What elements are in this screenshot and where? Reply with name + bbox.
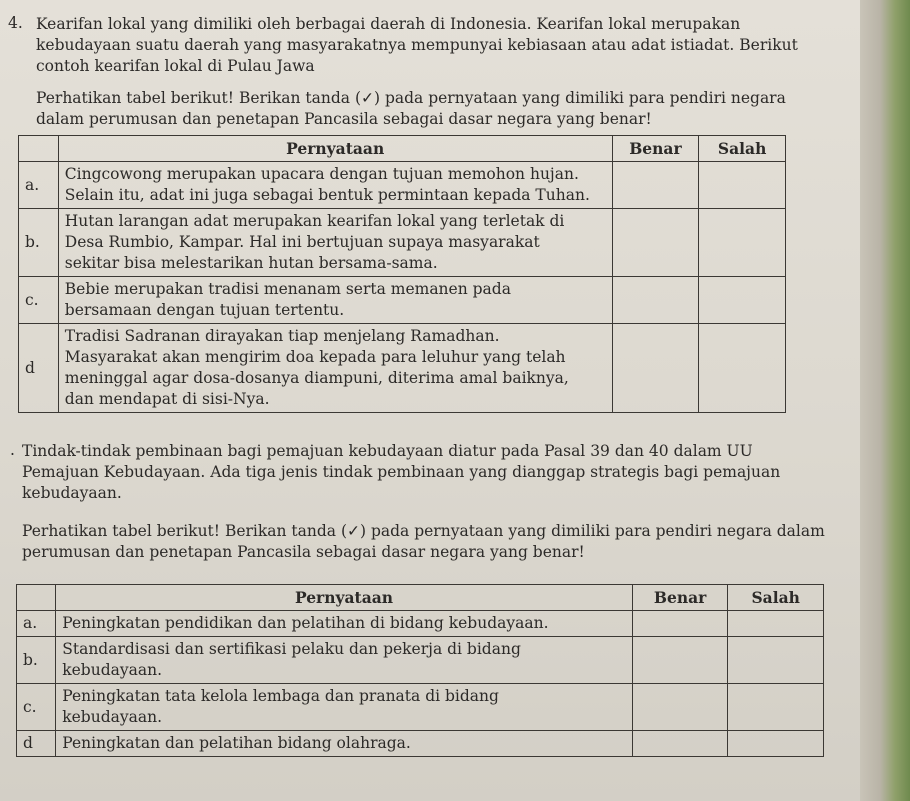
statement-table-1 [18, 135, 786, 413]
question-intro: Kearifan lokal yang dimiliki oleh berbagai daerah di Indonesia. Kearifan lokal merupakan kebudayaan suatu daerah yang masyarakatnya mempunyai kebiasaan atau adat istiadat. Berikut contoh kearifan lokal di Pulau Jawa [36, 15, 798, 75]
row-label: a. [19, 162, 59, 209]
row-label: c. [19, 277, 59, 324]
row-statement [56, 684, 633, 731]
false-answer-cell[interactable] [728, 637, 824, 684]
statement-line: sekitar bisa melestarikan hutan bersama-sama. [64, 254, 438, 272]
true-answer-cell[interactable] [632, 611, 728, 637]
row-statement [58, 209, 612, 277]
true-answer-cell[interactable] [632, 637, 728, 684]
statement-line: Cingcowong merupakan upacara dengan tujuan memohon hujan. [64, 165, 579, 183]
statement-line: Standardisasi dan sertifikasi pelaku dan pekerja di bidang [62, 640, 521, 658]
statement-line: Peningkatan tata kelola lembaga dan pranata di bidang [62, 687, 499, 705]
row-label: b. [19, 209, 59, 277]
false-answer-cell[interactable] [728, 611, 824, 637]
row-label: a. [17, 611, 56, 637]
false-answer-cell[interactable] [699, 277, 786, 324]
true-answer-cell[interactable] [612, 209, 699, 277]
table-row [19, 277, 786, 324]
statement-line: Peningkatan pendidikan dan pelatihan di bidang kebudayaan. [62, 614, 549, 632]
table-row [17, 637, 824, 684]
statement-line: Selain itu, adat ini juga sebagai bentuk permintaan kepada Tuhan. [64, 186, 590, 204]
section2-instruction: Perhatikan tabel berikut! Berikan tanda (✓) pada pernyataan yang dimiliki para pendiri negara dalam perumusan dan penetapan Pancasila sebagai dasar negara yang benar! [22, 522, 825, 561]
table-row [17, 684, 824, 731]
table-row [19, 324, 786, 413]
false-answer-cell[interactable] [728, 731, 824, 757]
header-label [17, 585, 56, 611]
statement-line: meninggal agar dosa-dosanya diampuni, diterima amal baiknya, [64, 369, 569, 387]
row-label: c. [17, 684, 56, 731]
table-header-row [19, 136, 786, 162]
page-edge-background [860, 0, 910, 801]
question-instruction: Perhatikan tabel berikut! Berikan tanda (✓) pada pernyataan yang dimiliki para pendiri negara dalam perumusan dan penetapan Pancasila sebagai dasar negara yang benar! [36, 89, 786, 128]
header-statement: Pernyataan [56, 585, 633, 611]
statement-table-2 [16, 584, 824, 757]
statement-line: kebudayaan. [62, 708, 163, 726]
header-false: Salah [699, 136, 786, 162]
true-answer-cell[interactable] [612, 324, 699, 413]
header-label [19, 136, 59, 162]
false-answer-cell[interactable] [699, 162, 786, 209]
row-statement [56, 731, 633, 757]
row-statement [56, 611, 633, 637]
header-true: Benar [632, 585, 728, 611]
true-answer-cell[interactable] [612, 162, 699, 209]
table-header-row [17, 585, 824, 611]
true-answer-cell[interactable] [632, 731, 728, 757]
statement-line: Desa Rumbio, Kampar. Hal ini bertujuan supaya masyarakat [64, 233, 540, 251]
statement-line: Bebie merupakan tradisi menanam serta memanen pada [64, 280, 511, 298]
statement-line: bersamaan dengan tujuan tertentu. [64, 301, 345, 319]
false-answer-cell[interactable] [699, 324, 786, 413]
statement-line: kebudayaan. [62, 661, 163, 679]
header-true: Benar [612, 136, 699, 162]
statement-line: Peningkatan dan pelatihan bidang olahraga. [62, 734, 411, 752]
false-answer-cell[interactable] [728, 684, 824, 731]
table-row [19, 162, 786, 209]
table-row [17, 611, 824, 637]
row-statement [58, 162, 612, 209]
row-statement [56, 637, 633, 684]
header-statement: Pernyataan [58, 136, 612, 162]
table-row [17, 731, 824, 757]
statement-line: dan mendapat di sisi-Nya. [64, 390, 270, 408]
section2-intro: Tindak-tindak pembinaan bagi pemajuan kebudayaan diatur pada Pasal 39 dan 40 dalam UU Pemajuan Kebudayaan. Ada tiga jenis tindak pembinaan yang dianggap strategis bagi pemajuan kebudayaan. [22, 442, 781, 502]
row-label: b. [17, 637, 56, 684]
statement-line: Hutan larangan adat merupakan kearifan lokal yang terletak di [64, 212, 565, 230]
true-answer-cell[interactable] [612, 277, 699, 324]
row-statement [58, 324, 612, 413]
row-label: d [17, 731, 56, 757]
statement-line: Masyarakat akan mengirim doa kepada para leluhur yang telah [64, 348, 566, 366]
question-number: 4. [8, 14, 23, 32]
table-row [19, 209, 786, 277]
header-false: Salah [728, 585, 824, 611]
false-answer-cell[interactable] [699, 209, 786, 277]
true-answer-cell[interactable] [632, 684, 728, 731]
row-label: d [19, 324, 59, 413]
section-bullet: . [10, 441, 15, 459]
statement-line: Tradisi Sadranan dirayakan tiap menjelang Ramadhan. [64, 327, 500, 345]
row-statement [58, 277, 612, 324]
